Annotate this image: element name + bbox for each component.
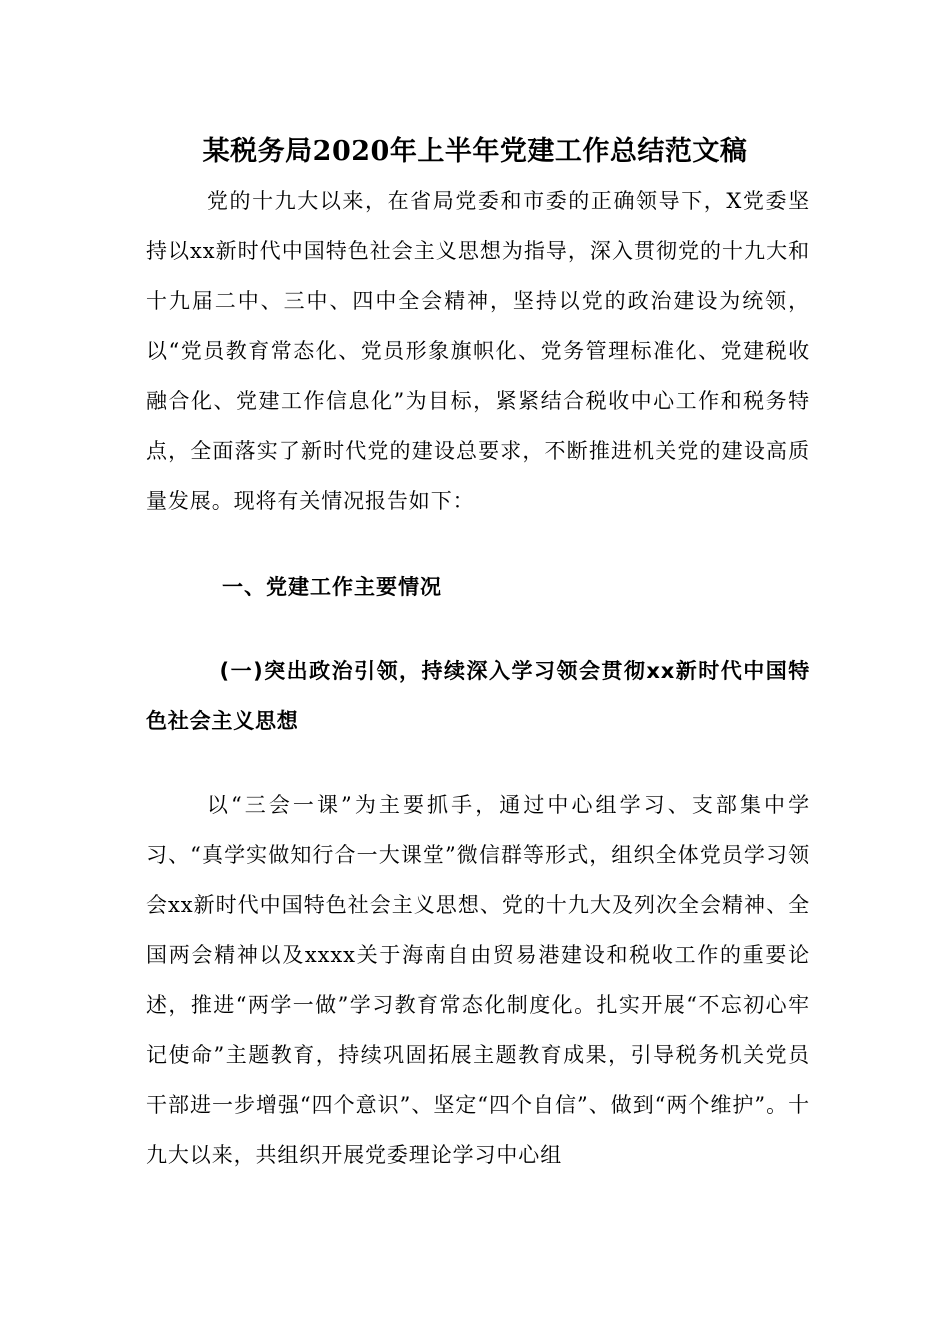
intro-paragraph: 党的十九大以来，在省局党委和市委的正确领导下，X党委坚持以xx新时代中国特色社会主义思想为指导，深入贯彻党的十九大和十九届二中、三中、四中全会精神，坚持以党的政治建设为统领，以“党员教育常态化、党员形象旗帜化、党务管理标准化、党建税收融合化、党建工作信息化”为目标，紧紧结合税收中心工作和税务特点，全面落实了新时代党的建设总要求，不断推进机关党的建设高质量发展。现将有关情况报告如下： [146,189,810,513]
subsection-body-paragraph: 以“三会一课”为主要抓手，通过中心组学习、支部集中学习、“真学实做知行合一大课堂”微信群等形式，组织全体党员学习领会xx新时代中国特色社会主义思想、党的十九大及列次全会精神、全国两会精神以及xxxx关于海南自由贸易港建设和税收工作的重要论述，推进“两学一做”学习教育常态化制度化。扎实开展“不忘初心牢记使命”主题教育，持续巩固拓展主题教育成果，引导税务机关党员干部进一步增强“四个意识”、坚定“四个自信”、做到“两个维护”。十九大以来，共组织开展党委理论学习中心组 [146,793,810,1167]
section-heading-1: 一、党建工作主要情况 [222,575,442,599]
document-title: 某税务局2020年上半年党建工作总结范文稿 [202,136,748,167]
subsection-heading-1: (一)突出政治引领，持续深入学习领会贯彻xx新时代中国特色社会主义思想 [146,659,810,733]
